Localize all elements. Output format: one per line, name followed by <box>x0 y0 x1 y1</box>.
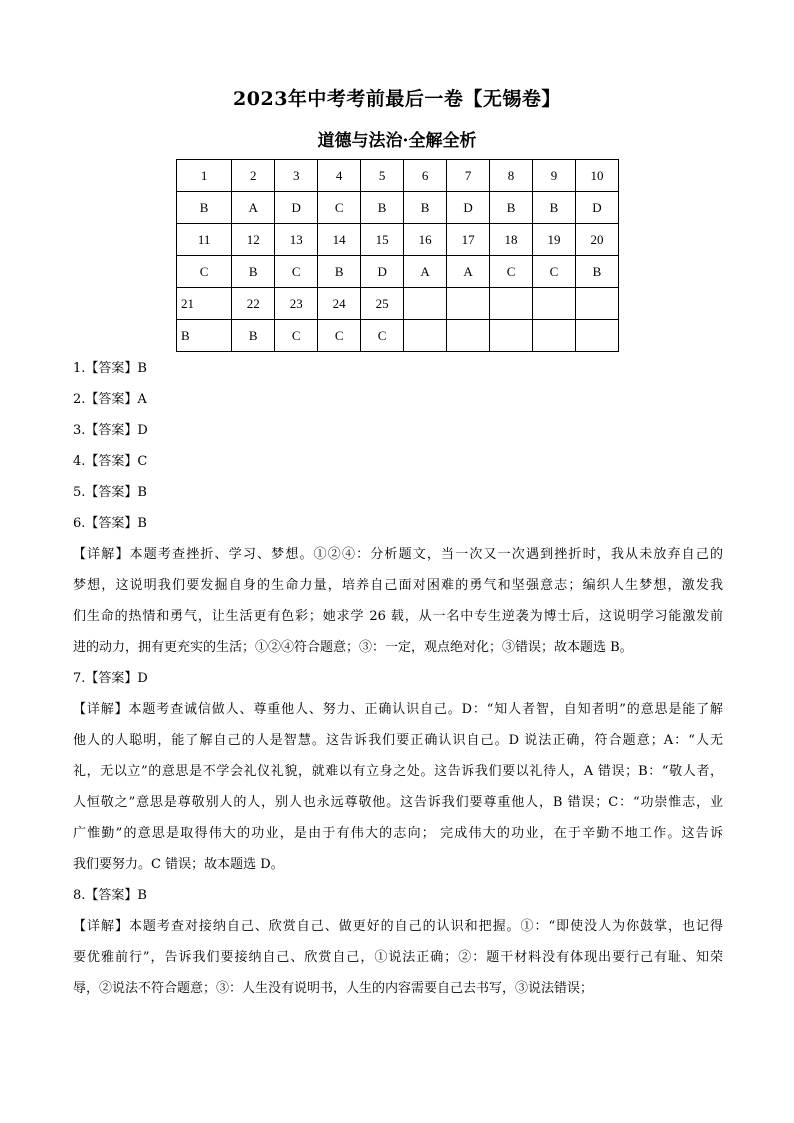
answer-table-cell <box>533 320 576 352</box>
answer-table-cell <box>576 320 619 352</box>
answer-table-cell: 9 <box>533 160 576 192</box>
answer-table-cell <box>490 288 533 320</box>
document-subtitle: 道德与法治·全解全析 <box>317 131 477 151</box>
explanation-8-line-1: 【详解】本题考查对接纳自己、欣赏自己、做更好的自己的认识和把握。①：“即使没人为你鼓掌，也记得 <box>73 919 723 934</box>
answer-table-cell <box>447 288 490 320</box>
answer-table-cell: 23 <box>275 288 318 320</box>
document-title: 2023年中考考前最后一卷【无锡卷】 <box>233 88 561 110</box>
answer-table-cell: C <box>533 256 576 288</box>
answer-line-2: 2.【答案】A <box>73 392 147 407</box>
answer-table-cell: 15 <box>361 224 404 256</box>
explanation-7-line-1: 【详解】本题考查诚信做人、尊重他人、努力、正确认识自己。D：“知人者智，自知者明”的意思是能了解 <box>73 702 723 717</box>
answer-table-cell <box>490 320 533 352</box>
explanation-7-line-6: 我们要努力。C 错误；故本题选 D。 <box>73 857 284 872</box>
answer-table-cell: 4 <box>318 160 361 192</box>
answer-table-cell: D <box>447 192 490 224</box>
explanation-6-line-2: 梦想，这说明我们要发掘自身的生命力量，培养自己面对困难的勇气和坚强意志；编织人生梦想，激发我 <box>73 578 723 593</box>
answer-table-cell: B <box>177 320 232 352</box>
explanation-7-line-3: 礼，无以立”的意思是不学会礼仪礼貌，就难以有立身之处。这告诉我们要以礼待人，A 错误；B：“敬人者， <box>73 764 723 779</box>
explanation-8-line-2: 要优雅前行”，告诉我们要接纳自己、欣赏自己，①说法正确；②：题干材料没有体现出要行己有耻、知荣 <box>73 950 723 965</box>
answer-table-cell: B <box>404 192 447 224</box>
answer-table-cell <box>447 320 490 352</box>
answer-table-cell: 24 <box>318 288 361 320</box>
answer-table-cell: C <box>275 320 318 352</box>
answer-line-7: 7.【答案】D <box>73 671 148 686</box>
explanation-6-line-3: 们生命的热情和勇气，让生活更有色彩；她求学 26 载，从一名中专生逆袭为博士后，这说明学习能激发前 <box>73 609 723 624</box>
answer-table-cell: 10 <box>576 160 619 192</box>
explanation-7-line-5: 广惟勤”的意思是取得伟大的功业，是由于有伟大的志向； 完成伟大的功业，在于辛勤不地工作。这告诉 <box>73 826 723 841</box>
answer-table-row <box>177 160 619 192</box>
answer-table-row <box>177 288 619 320</box>
answer-table <box>176 159 619 352</box>
answer-line-6: 6.【答案】B <box>73 516 147 531</box>
answer-table-row <box>177 192 619 224</box>
answer-table-cell: D <box>576 192 619 224</box>
answer-table-cell: 11 <box>177 224 232 256</box>
answer-line-4: 4.【答案】C <box>73 454 148 469</box>
answer-table-cell: 14 <box>318 224 361 256</box>
answer-table-cell: 21 <box>177 288 232 320</box>
answer-table-row <box>177 256 619 288</box>
answer-table-cell: B <box>533 192 576 224</box>
answer-table-cell <box>576 288 619 320</box>
explanation-6-line-4: 进的动力，拥有更充实的生活；①②④符合题意；③：一定，观点绝对化；③错误；故本题选 B。 <box>73 640 633 655</box>
answer-table-cell <box>533 288 576 320</box>
answer-table-cell: D <box>361 256 404 288</box>
answer-table-cell: C <box>177 256 232 288</box>
answer-table-row <box>177 224 619 256</box>
answer-table-cell: 12 <box>232 224 275 256</box>
answer-line-5: 5.【答案】B <box>73 485 147 500</box>
answer-table-cell: B <box>232 256 275 288</box>
answer-table-cell <box>404 320 447 352</box>
answer-table-cell: 25 <box>361 288 404 320</box>
answer-table-cell: 13 <box>275 224 318 256</box>
answer-table-cell: B <box>232 320 275 352</box>
answer-table-cell: B <box>576 256 619 288</box>
answer-table-cell: C <box>361 320 404 352</box>
answer-table-cell: C <box>490 256 533 288</box>
answer-table-cell: 8 <box>490 160 533 192</box>
answer-explanations <box>73 353 723 1004</box>
answer-table-cell: B <box>318 256 361 288</box>
answer-table-cell: 6 <box>404 160 447 192</box>
explanation-6-line-1: 【详解】本题考查挫折、学习、梦想。①②④：分析题文，当一次又一次遇到挫折时，我从未放弃自己的 <box>73 547 723 562</box>
answer-table-cell <box>404 288 447 320</box>
answer-table-cell: 3 <box>275 160 318 192</box>
answer-table-cell: 18 <box>490 224 533 256</box>
explanation-7-line-2: 他人的人聪明，能了解自己的人是智慧。这告诉我们要正确认识自己。D 说法正确，符合题意；A：“人无 <box>73 733 723 748</box>
answer-line-8: 8.【答案】B <box>73 888 147 903</box>
answer-table-cell: 16 <box>404 224 447 256</box>
answer-table-cell: 7 <box>447 160 490 192</box>
answer-table-cell: A <box>232 192 275 224</box>
answer-table-cell: A <box>404 256 447 288</box>
answer-table-cell: 19 <box>533 224 576 256</box>
answer-table-cell: C <box>275 256 318 288</box>
answer-table-cell: C <box>318 192 361 224</box>
answer-table-cell: 5 <box>361 160 404 192</box>
answer-table-cell: 2 <box>232 160 275 192</box>
answer-table-cell: A <box>447 256 490 288</box>
answer-table-cell: 20 <box>576 224 619 256</box>
explanation-7-line-4: 人恒敬之”意思是尊敬别人的人，别人也永远尊敬他。这告诉我们要尊重他人，B 错误；C：“功崇惟志，业 <box>73 795 723 810</box>
answer-line-1: 1.【答案】B <box>73 361 147 376</box>
answer-table-cell: 1 <box>177 160 232 192</box>
answer-table-row <box>177 320 619 352</box>
answer-table-cell: D <box>275 192 318 224</box>
answer-table-cell: 17 <box>447 224 490 256</box>
answer-line-3: 3.【答案】D <box>73 423 148 438</box>
explanation-8-line-3: 辱，②说法不符合题意；③：人生没有说明书，人生的内容需要自己去书写，③说法错误； <box>73 981 594 996</box>
answer-table-cell: B <box>177 192 232 224</box>
answer-table-cell: 22 <box>232 288 275 320</box>
answer-table-cell: B <box>490 192 533 224</box>
answer-table-cell: B <box>361 192 404 224</box>
answer-table-cell: C <box>318 320 361 352</box>
